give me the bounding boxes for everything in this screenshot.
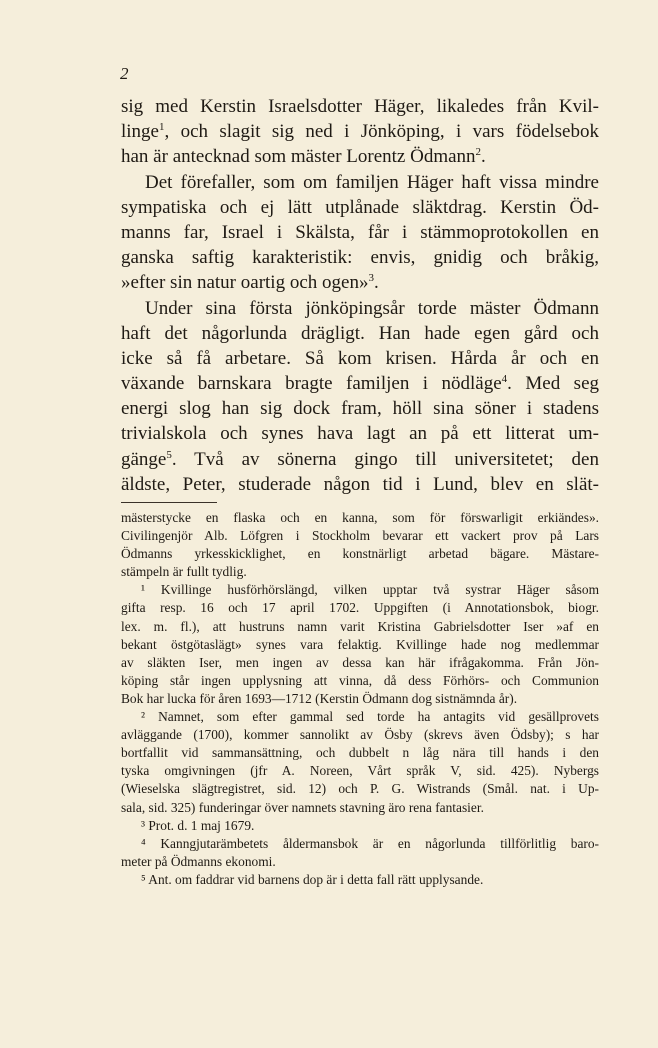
- footnote-line: ⁵ Ant. om faddrar vid barnens dop är i detta fall rätt upplysande.: [141, 871, 484, 887]
- footnote-line: mästerstycke en flaska och en kanna, som för förswarligit erkiändes».: [121, 510, 599, 525]
- body-line: icke så få arbetare. Så kom krisen. Hårda år och en: [121, 347, 599, 369]
- body-line: äldste, Peter, studerade någon tid i Lund, blev en slät-: [121, 473, 599, 495]
- footnote-line: avläggande (1700), kommer sannolikt av Ösby (skrevs även Ödsby); s har: [121, 727, 599, 743]
- footnote-line: Civilingenjör Alb. Löfgren i Stockholm bevarar ett vackert prov på Lars: [121, 528, 599, 544]
- body-line: Det förefaller, som om familjen Häger haft vissa mindre: [145, 171, 599, 193]
- body-line: [121, 144, 599, 169]
- body-line-text: »efter sin natur oartig och ogen»: [121, 272, 369, 294]
- body-line-text: gänge: [121, 448, 167, 470]
- body-text: [121, 94, 599, 497]
- footnote-line: (Wieselska slägtregistret, sid. 12) och P. G. Wistrands (Smål. nat. i Up-: [121, 781, 599, 797]
- body-line-text: , och slagit sig ned i Jönköping, i vars födelsebok: [164, 121, 599, 143]
- footnotes: [121, 509, 599, 889]
- body-line: manns far, Israel i Skälsta, får i stämmoprotokollen en: [121, 221, 599, 243]
- body-line: trivialskola och synes hava lagt an på ett litterat um-: [121, 423, 599, 445]
- body-line-text: .: [373, 272, 379, 294]
- footnote-line: sala, sid. 325) funderingar över namnets stavning äro rena fantasier.: [121, 799, 484, 815]
- body-line: sig med Kerstin Israelsdotter Häger, likaledes från Kvil-: [121, 96, 599, 117]
- footnote-line: ⁴ Kanngjutarämbetets åldermansbok är en någorlunda tillförlitlig baro-: [141, 835, 599, 851]
- footnote-marker: 2: [475, 146, 482, 159]
- footnote-marker: 3: [368, 272, 374, 285]
- body-line-text: . Två av sönerna gingo till universitetet; den: [171, 448, 599, 470]
- body-line: [121, 371, 599, 396]
- body-line: ganska saftig karakteristik: envis, gnidig och bråkig,: [121, 247, 599, 269]
- footnote-marker: 4: [501, 373, 508, 386]
- body-line: energi slog han sig dock fram, höll sina söner i stadens: [121, 398, 599, 420]
- body-line: haft det någorlunda drägligt. Han hade egen gård och: [121, 322, 599, 344]
- footnote-line: ¹ Kvillinge husförhörslängd, vilken upptar två systrar Häger såsom: [141, 582, 599, 598]
- footnote-line: av släkten Iser, men ingen av dessa kan här ifrågakomma. Från Jön-: [121, 654, 599, 670]
- footnote-line: stämpeln är fullt tydlig.: [121, 564, 247, 580]
- footnote-marker: 5: [166, 448, 172, 461]
- footnote-line: meter på Ödmanns ekonomi.: [121, 853, 276, 869]
- page-number: 2: [120, 64, 129, 83]
- footnote-line: Ödmanns yrkesskicklighet, en konstnärligt arbetad bägare. Mästare-: [121, 546, 599, 562]
- body-line: Under sina första jönköpingsår torde mäster Ödmann: [145, 297, 599, 319]
- body-line-text: .: [481, 146, 486, 168]
- footnote-line: köping står ingen upplysning att vinna, då dess Förhörs- och Communion: [121, 672, 599, 688]
- footnote-line: bekant östgötaslägt» synes vara felaktig. Kvillinge hade nog medlemmar: [121, 636, 599, 652]
- footnote-line: ² Namnet, som efter gammal sed torde ha antagits vid gesällprovets: [141, 709, 599, 725]
- footnote-line: lex. m. fl.), att hustruns namn varit Kristina Gabrielsdotter Iser »af en: [121, 618, 599, 634]
- body-line-text: han är antecknad som mäster Lorentz Ödmann: [121, 146, 476, 168]
- footnote-line: ³ Prot. d. 1 maj 1679.: [141, 817, 255, 833]
- body-line: [121, 119, 599, 144]
- body-line-text: linge: [121, 121, 159, 143]
- footnote-line: tyska omgivningen (jfr A. Noreen, Vårt språk V, sid. 425). Nybergs: [121, 763, 599, 779]
- footnote-separator: [121, 502, 217, 503]
- body-line-text: . Med seg: [507, 373, 600, 395]
- footnote-marker: 1: [159, 121, 165, 134]
- body-line: [121, 447, 599, 472]
- footnote-line: bortfallit vid sammansättning, och dubbelt n låg nära till hands i den: [121, 745, 599, 761]
- body-line-text: växande barnskara bragte familjen i nödläge: [121, 373, 502, 395]
- footnote-line: Bok har lucka för åren 1693—1712 (Kerstin Ödmann dog sistnämnda år).: [121, 690, 518, 706]
- body-line: sympatiska och ej lätt utplånade släktdrag. Kerstin Öd-: [121, 196, 599, 218]
- body-line: [121, 270, 599, 295]
- footnote-line: gifta resp. 16 och 17 april 1702. Uppgiften (i Annotationsbok, biogr.: [121, 600, 599, 616]
